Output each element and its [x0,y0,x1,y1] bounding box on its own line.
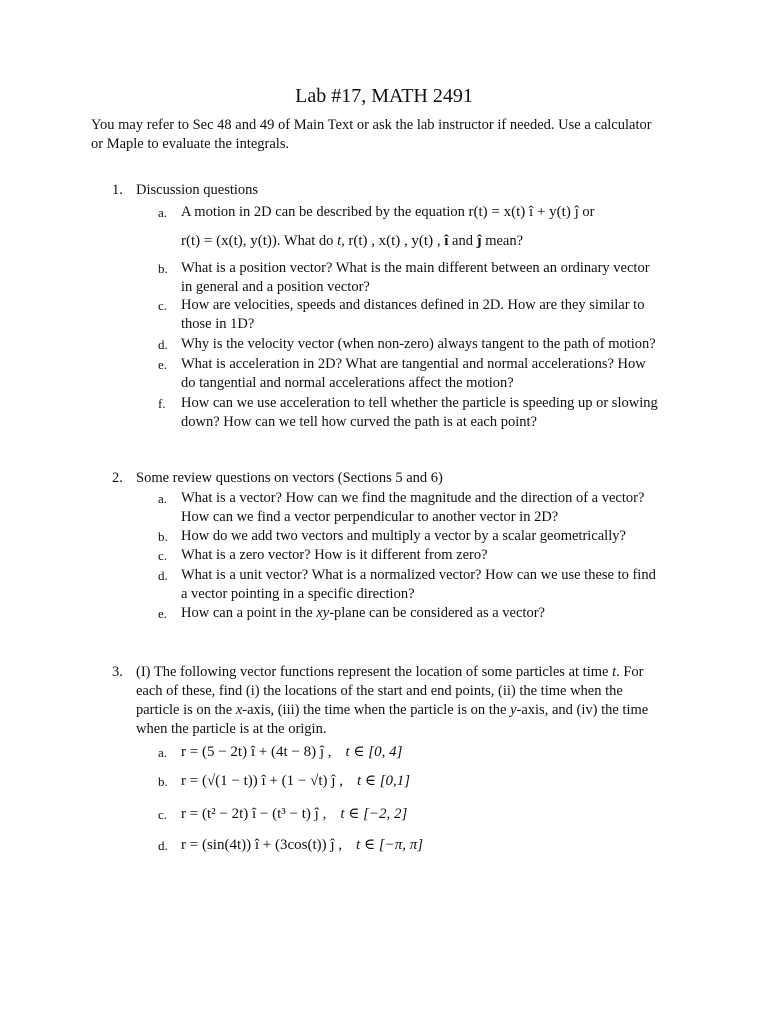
intro-line: or Maple to evaluate the integrals. [91,136,290,152]
item-label: b. [158,774,168,789]
section-number: 1. [112,182,123,198]
item-label: c. [158,548,168,563]
vector-formula: r = (t² − 2t) î − (t³ − t) ĵ , [181,806,327,822]
document-title: Lab #17, MATH 2491 [295,85,473,107]
question-text: How can a point in the [181,605,313,621]
question-text: How are velocities, speeds and distances defined in 2D. How are they similar to [181,297,645,313]
item-label: c. [158,807,168,822]
item-label: e. [158,357,168,372]
question-text: What is acceleration in 2D? What are tangential and normal accelerations? How [181,356,646,372]
question-text: How can we use acceleration to tell whether the particle is speeding up or slowing [181,395,658,411]
equation-r-tuple: r(t) = (x(t), y(t)) [181,233,277,249]
section-heading [136,663,692,739]
math-symbol: t [612,664,617,680]
math-symbol: î [444,233,449,249]
section-heading-text: . For [616,664,644,680]
parameter-domain: t ∈ [0, 4] [345,744,403,760]
question-text: do tangential and normal accelerations affect the motion? [181,375,514,391]
vector-formula: r = (√(1 − t)) î + (1 − √t) ĵ , [181,773,343,789]
question-text: How can we find a vector perpendicular to another vector in 2D? [181,509,559,525]
section-heading-text: -axis, (iii) the time when the particle is on the [242,702,507,718]
question-text: those in 1D? [181,316,255,332]
item-label: e. [158,606,168,621]
item-label: d. [158,838,168,853]
question-text: What is a zero vector? How is it different from zero? [181,547,488,563]
math-symbol: x [235,702,243,718]
section-heading-text: particle is on the [136,702,233,718]
item-label: c. [158,298,168,313]
math-symbol: y(t) , [411,233,441,249]
parameter-domain: t ∈ [−2, 2] [340,806,408,822]
section-heading-text: -axis, and (iv) the time [516,702,649,718]
question-text: or [582,204,595,220]
section-number: 3. [112,664,123,680]
item-label: a. [158,205,168,220]
parameter-domain: t ∈ [0,1] [356,773,411,789]
question-text: mean? [485,233,524,249]
section-heading-text: when the particle is at the origin. [136,721,327,737]
question-text: What is a unit vector? What is a normalized vector? How can we use these to find [181,567,656,583]
vector-formula: r = (5 − 2t) î + (4t − 8) ĵ , [181,744,332,760]
item-label: d. [158,568,168,583]
question-text: What is a vector? How can we find the magnitude and the direction of a vector? [181,490,645,506]
question-text: A motion in 2D can be described by the equation [181,204,465,220]
section-heading: Some review questions on vectors (Sections 5 and 6) [136,470,443,486]
item-label: b. [158,529,168,544]
item-label: a. [158,491,168,506]
section-number: 2. [112,470,123,486]
question-text: -plane can be considered as a vector? [329,605,545,621]
question-text: . What do [276,233,334,249]
section-heading: Discussion questions [136,182,259,198]
item-label: f. [158,396,166,411]
item-label: d. [158,337,168,352]
question-text: in general and a position vector? [181,279,370,295]
question-text: down? How can we tell how curved the path is at each point? [181,414,537,430]
section-heading-text: each of these, find (i) the locations of the start and end points, (ii) the time when the [136,683,623,699]
math-symbol: xy [316,605,330,621]
math-symbol: ĵ [476,233,482,249]
question-text: What is a position vector? What is the main different between an ordinary vector [181,260,650,276]
section-heading-text: (I) The following vector functions represent the location of some particles at time [136,664,609,680]
question-text: a vector pointing in a specific direction? [181,586,415,602]
equation-r-components: r(t) = x(t) î + y(t) ĵ [468,204,579,220]
item-label: a. [158,745,168,760]
math-symbol: t, [337,233,345,249]
question-text: How do we add two vectors and multiply a vector by a scalar geometrically? [181,528,626,544]
question-text: and [452,233,473,249]
math-symbol: x(t) , [378,233,408,249]
intro-paragraph [91,116,691,154]
intro-line: You may refer to Sec 48 and 49 of Main Text or ask the lab instructor if needed. Use a calculator [91,117,652,133]
math-symbol: y [510,702,517,718]
vector-formula: r = (sin(4t)) î + (3cos(t)) ĵ , [181,837,343,853]
parameter-domain: t ∈ [−π, π] [356,837,424,853]
math-symbol: r(t) , [348,233,375,249]
item-label: b. [158,261,168,276]
question-text: Why is the velocity vector (when non-zero) always tangent to the path of motion? [181,336,656,352]
